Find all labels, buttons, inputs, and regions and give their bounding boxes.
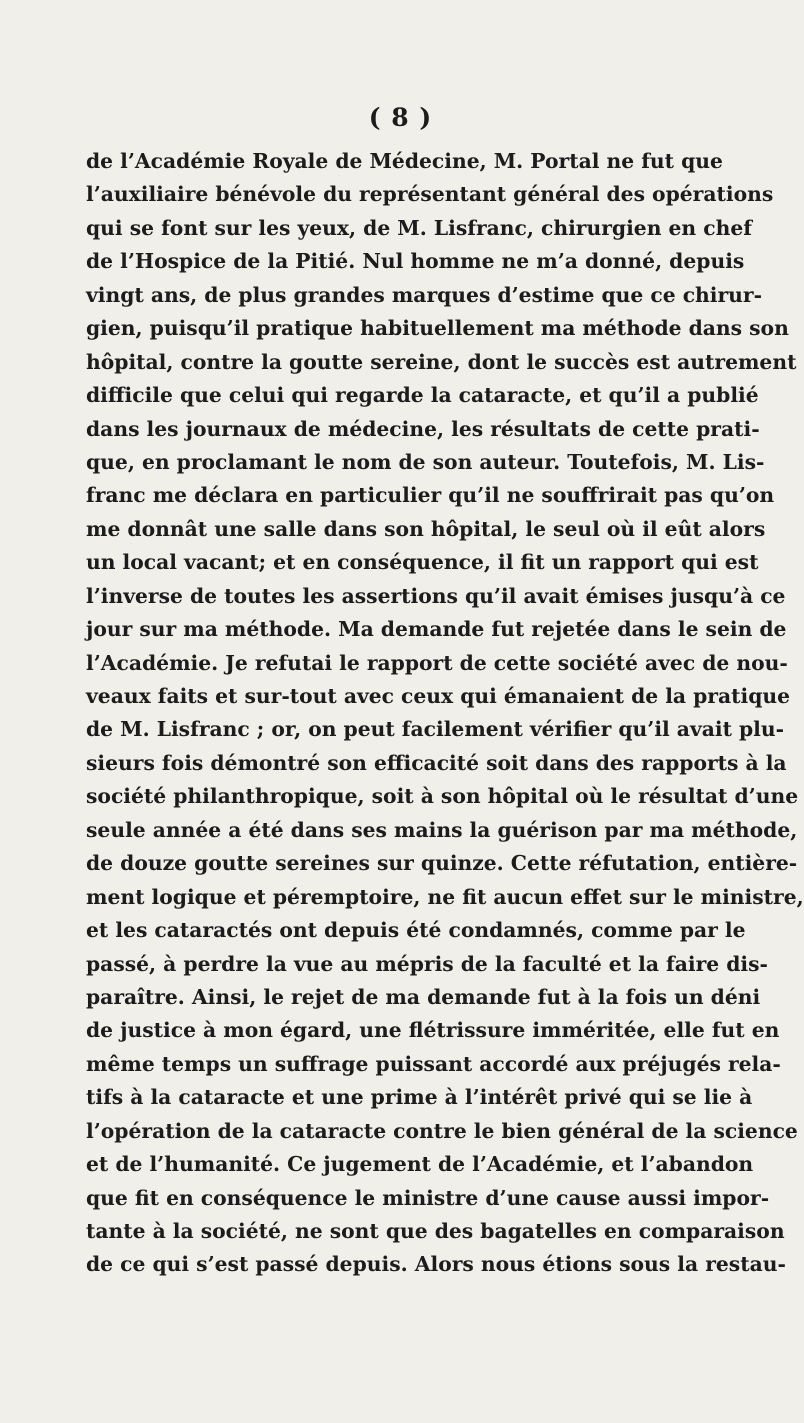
text-line: et de l’humanité. Ce jugement de l’Académie, et l’abandon [86,1152,754,1177]
text-line: un local vacant; et en conséquence, il fit un rapport qui est [86,550,759,575]
text-line: sieurs fois démontré son efficacité soit dans des rapports à la [86,750,787,775]
text-line: difficile que celui qui regarde la cataracte, et qu’il a publié [86,383,759,408]
text-line: que, en proclamant le nom de son auteur. Toutefois, M. Lis- [86,449,765,474]
text-line: l’opération de la cataracte contre le bien général de la science [86,1118,798,1143]
text-line: et les cataractés ont depuis été condamnés, comme par le [86,918,746,943]
text-line: tifs à la cataracte et une prime à l’intérêt privé qui se lie à [86,1085,753,1110]
text-line: paraître. Ainsi, le rejet de ma demande fut à la fois un déni [86,984,761,1009]
text-line: franc me déclara en particulier qu’il ne souffrirait pas qu’on [86,483,775,508]
text-line: de l’Académie Royale de Médecine, M. Portal ne fut que [86,149,723,173]
text-line: de ce qui s’est passé depuis. Alors nous étions sous la restau- [86,1252,786,1277]
text-line: que fit en conséquence le ministre d’une cause aussi impor- [86,1185,770,1210]
text-line: passé, à perdre la vue au mépris de la faculté et la faire dis- [86,951,768,976]
text-line: hôpital, contre la goutte sereine, dont le succès est autrement [86,349,797,374]
text-line: l’auxiliaire bénévole du représentant général des opérations [86,182,774,207]
text-line: gien, puisqu’il pratique habituellement ma méthode dans son [86,316,789,341]
text-line: l’Académie. Je refutai le rapport de cette société avec de nou- [86,650,788,675]
body-text [86,145,804,1282]
text-line: jour sur ma méthode. Ma demande fut rejetée dans le sein de [86,617,787,642]
text-line: de M. Lisfranc ; or, on peut facilement vérifier qu’il avait plu- [86,717,785,742]
text-line: ment logique et péremptoire, ne fit aucun effet sur le ministre, [86,884,804,909]
text-line: l’inverse de toutes les assertions qu’il avait émises jusqu’à ce [86,583,786,608]
text-line: même temps un suffrage puissant accordé aux préjugés rela- [86,1051,781,1076]
text-line: dans les journaux de médecine, les résultats de cette prati- [86,416,760,441]
text-line: me donnât une salle dans son hôpital, le seul où il eût alors [86,516,766,541]
text-line: tante à la société, ne sont que des bagatelles en comparaison [86,1219,785,1243]
text-line: de douze goutte sereines sur quinze. Cette réfutation, entière- [86,851,798,876]
text-line: veaux faits et sur-tout avec ceux qui émanaient de la pratique [86,684,791,708]
page-number: ( 8 ) [368,103,433,132]
text-line: seule année a été dans ses mains la guérison par ma méthode, [86,817,798,842]
text-line: de justice à mon égard, une flétrissure imméritée, elle fut en [86,1018,780,1043]
text-line: de l’Hospice de la Pitié. Nul homme ne m’a donné, depuis [86,249,745,274]
text-line: qui se font sur les yeux, de M. Lisfranc, chirurgien en chef [86,215,752,240]
text-line: société philanthropique, soit à son hôpital où le résultat d’une [86,784,799,809]
text-line: vingt ans, de plus grandes marques d’estime que ce chirur- [86,282,763,307]
